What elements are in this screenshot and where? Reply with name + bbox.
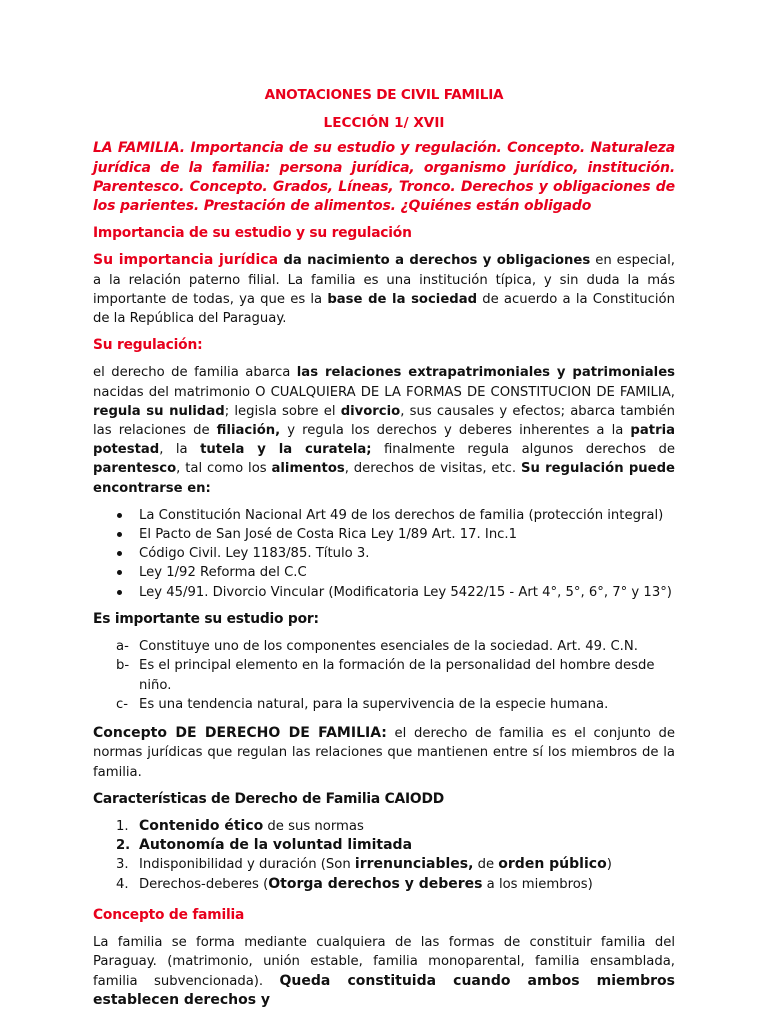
list-marker: 1. bbox=[116, 819, 129, 835]
paragraph-regulacion bbox=[93, 363, 675, 497]
list-item bbox=[116, 817, 675, 836]
char-3-bold-a: irrenunciables, bbox=[354, 856, 474, 873]
char-3-text-c: ) bbox=[606, 857, 612, 873]
list-item: Ley 45/91. Divorcio Vincular (Modificatoria Ley 5422/15 - Art 4°, 5°, 6°, 7° y 13°) bbox=[117, 583, 675, 602]
list-item-text: Es una tendencia natural, para la supervivencia de la especie humana. bbox=[139, 696, 609, 712]
reg-bold-8: alimentos bbox=[271, 461, 345, 477]
list-item: Ley 1/92 Reforma del C.C bbox=[117, 563, 675, 582]
section-heading-regulacion: Su regulación: bbox=[93, 337, 203, 354]
list-item bbox=[116, 656, 675, 695]
reg-text-2: nacidas del matrimonio O CUALQUIERA DE LA FORMAS DE CONSTITUCION DE FAMILIA, bbox=[93, 384, 675, 400]
list-item bbox=[116, 836, 675, 855]
list-marker: 2. bbox=[116, 838, 131, 854]
char-2-bold: Autonomía de la voluntad limitada bbox=[139, 837, 413, 854]
section-heading-concepto-familia: Concepto de familia bbox=[93, 906, 245, 923]
list-item bbox=[116, 875, 675, 894]
reg-text-4: , sus causales y efectos; abarca también las relaciones de bbox=[93, 403, 676, 439]
char-3-text-a: Indisponibilidad y duración (Son bbox=[139, 857, 355, 873]
document-title: ANOTACIONES DE CIVIL FAMILIA bbox=[264, 87, 504, 103]
char-1-bold: Contenido ético bbox=[139, 818, 264, 835]
paragraph-concepto-familia bbox=[93, 933, 675, 1010]
reg-bold-3: divorcio bbox=[340, 403, 401, 419]
importancia-text-2: de acuerdo a la Constitución de la República del Paraguay. bbox=[93, 291, 675, 327]
list-marker: 3. bbox=[116, 857, 129, 873]
reg-text-6: , la bbox=[159, 442, 201, 458]
concepto-familia-text: La familia se forma mediante cualquiera de las formas de constituir familia del Paraguay. (matrimonio, unión estable, familia monoparental, familia ensamblada, familia subvencionada). bbox=[93, 935, 675, 989]
section-heading-estudio: Es importante su estudio por: bbox=[93, 610, 319, 627]
char-1-text: de sus normas bbox=[263, 819, 364, 835]
list-item bbox=[116, 637, 675, 656]
importancia-bold-2: base de la sociedad bbox=[327, 291, 478, 307]
concepto-derecho-label: Concepto DE DERECHO DE FAMILIA: bbox=[93, 725, 387, 742]
reg-text-3: ; legisla sobre el bbox=[224, 403, 341, 419]
list-item bbox=[116, 695, 675, 714]
list-marker: c- bbox=[116, 696, 129, 712]
concepto-derecho-text: el derecho de familia es el conjunto de normas jurídicas que regulan las relaciones que mantienen entre sí los miembros de la familia. bbox=[93, 726, 675, 780]
importancia-lead: Su importancia jurídica bbox=[93, 252, 279, 269]
study-reasons-list bbox=[93, 637, 675, 714]
lesson-topics: LA FAMILIA. Importancia de su estudio y regulación. Concepto. Naturaleza jurídica de la familia: persona jurídica, organismo jurídico, institución. Parentesco. Concepto. Grados, Líneas, Tronco. Derechos y obligaciones de los parientes. Prestación de alimentos. ¿Quiénes están obligado bbox=[93, 140, 675, 215]
characteristics-list bbox=[93, 817, 675, 894]
reg-bold-2: regula su nulidad bbox=[93, 403, 225, 419]
document-subtitle: LECCIÓN 1/ XVII bbox=[323, 115, 445, 132]
list-item: El Pacto de San José de Costa Rica Ley 1/89 Art. 17. Inc.1 bbox=[117, 525, 675, 544]
list-item: La Constitución Nacional Art 49 de los derechos de familia (protección integral) bbox=[117, 506, 675, 525]
reg-bold-4: filiación, bbox=[216, 423, 281, 439]
list-item bbox=[116, 855, 675, 874]
reg-bold-9: Su regulación puede encontrarse en: bbox=[93, 461, 675, 496]
reg-bold-1: las relaciones extrapatrimoniales y patrimoniales bbox=[296, 365, 675, 381]
reg-bold-5: patria potestad bbox=[93, 423, 675, 458]
reg-bold-6: tutela y la curatela; bbox=[200, 442, 372, 458]
list-item-text: Es el principal elemento en la formación de la personalidad del hombre desde niño. bbox=[139, 658, 655, 693]
importancia-text-1: en especial, a la relación paterno filial. La familia es una institución típica, y sin duda la más importante de todas, ya que es la bbox=[93, 253, 675, 307]
paragraph-importancia bbox=[93, 251, 675, 328]
paragraph-concepto-derecho bbox=[93, 724, 675, 782]
concepto-familia-bold: Queda constituida cuando ambos miembros establecen derechos y bbox=[93, 972, 675, 1008]
char-4-bold: Otorga derechos y deberes bbox=[268, 875, 483, 892]
char-3-text-b: de bbox=[473, 857, 499, 873]
reg-text-9: , derechos de visitas, etc. bbox=[344, 461, 521, 477]
section-heading-importancia: Importancia de su estudio y su regulación bbox=[93, 225, 412, 242]
list-item-text: Constituye uno de los componentes esenciales de la sociedad. Art. 49. C.N. bbox=[139, 639, 638, 655]
char-4-text-b: a los miembros) bbox=[482, 876, 593, 892]
list-marker: b- bbox=[116, 658, 130, 674]
reg-text-8: , tal como los bbox=[176, 461, 272, 477]
char-3-bold-b: orden público bbox=[498, 856, 607, 873]
list-marker: 4. bbox=[116, 876, 129, 892]
list-item: Código Civil. Ley 1183/85. Título 3. bbox=[117, 544, 675, 563]
reg-text-7: finalmente regula algunos derechos de bbox=[371, 442, 675, 458]
importancia-bold-1: da nacimiento a derechos y obligaciones bbox=[278, 253, 591, 269]
list-marker: a- bbox=[116, 639, 129, 655]
reg-bold-7: parentesco bbox=[93, 461, 177, 477]
regulation-sources-list bbox=[93, 506, 675, 602]
char-4-text-a: Derechos-deberes ( bbox=[139, 876, 269, 892]
reg-text-1: el derecho de familia abarca bbox=[93, 365, 297, 381]
section-heading-caracteristicas: Características de Derecho de Familia CAIODD bbox=[93, 790, 444, 807]
reg-text-5: y regula los derechos y deberes inherentes a la bbox=[280, 423, 631, 439]
